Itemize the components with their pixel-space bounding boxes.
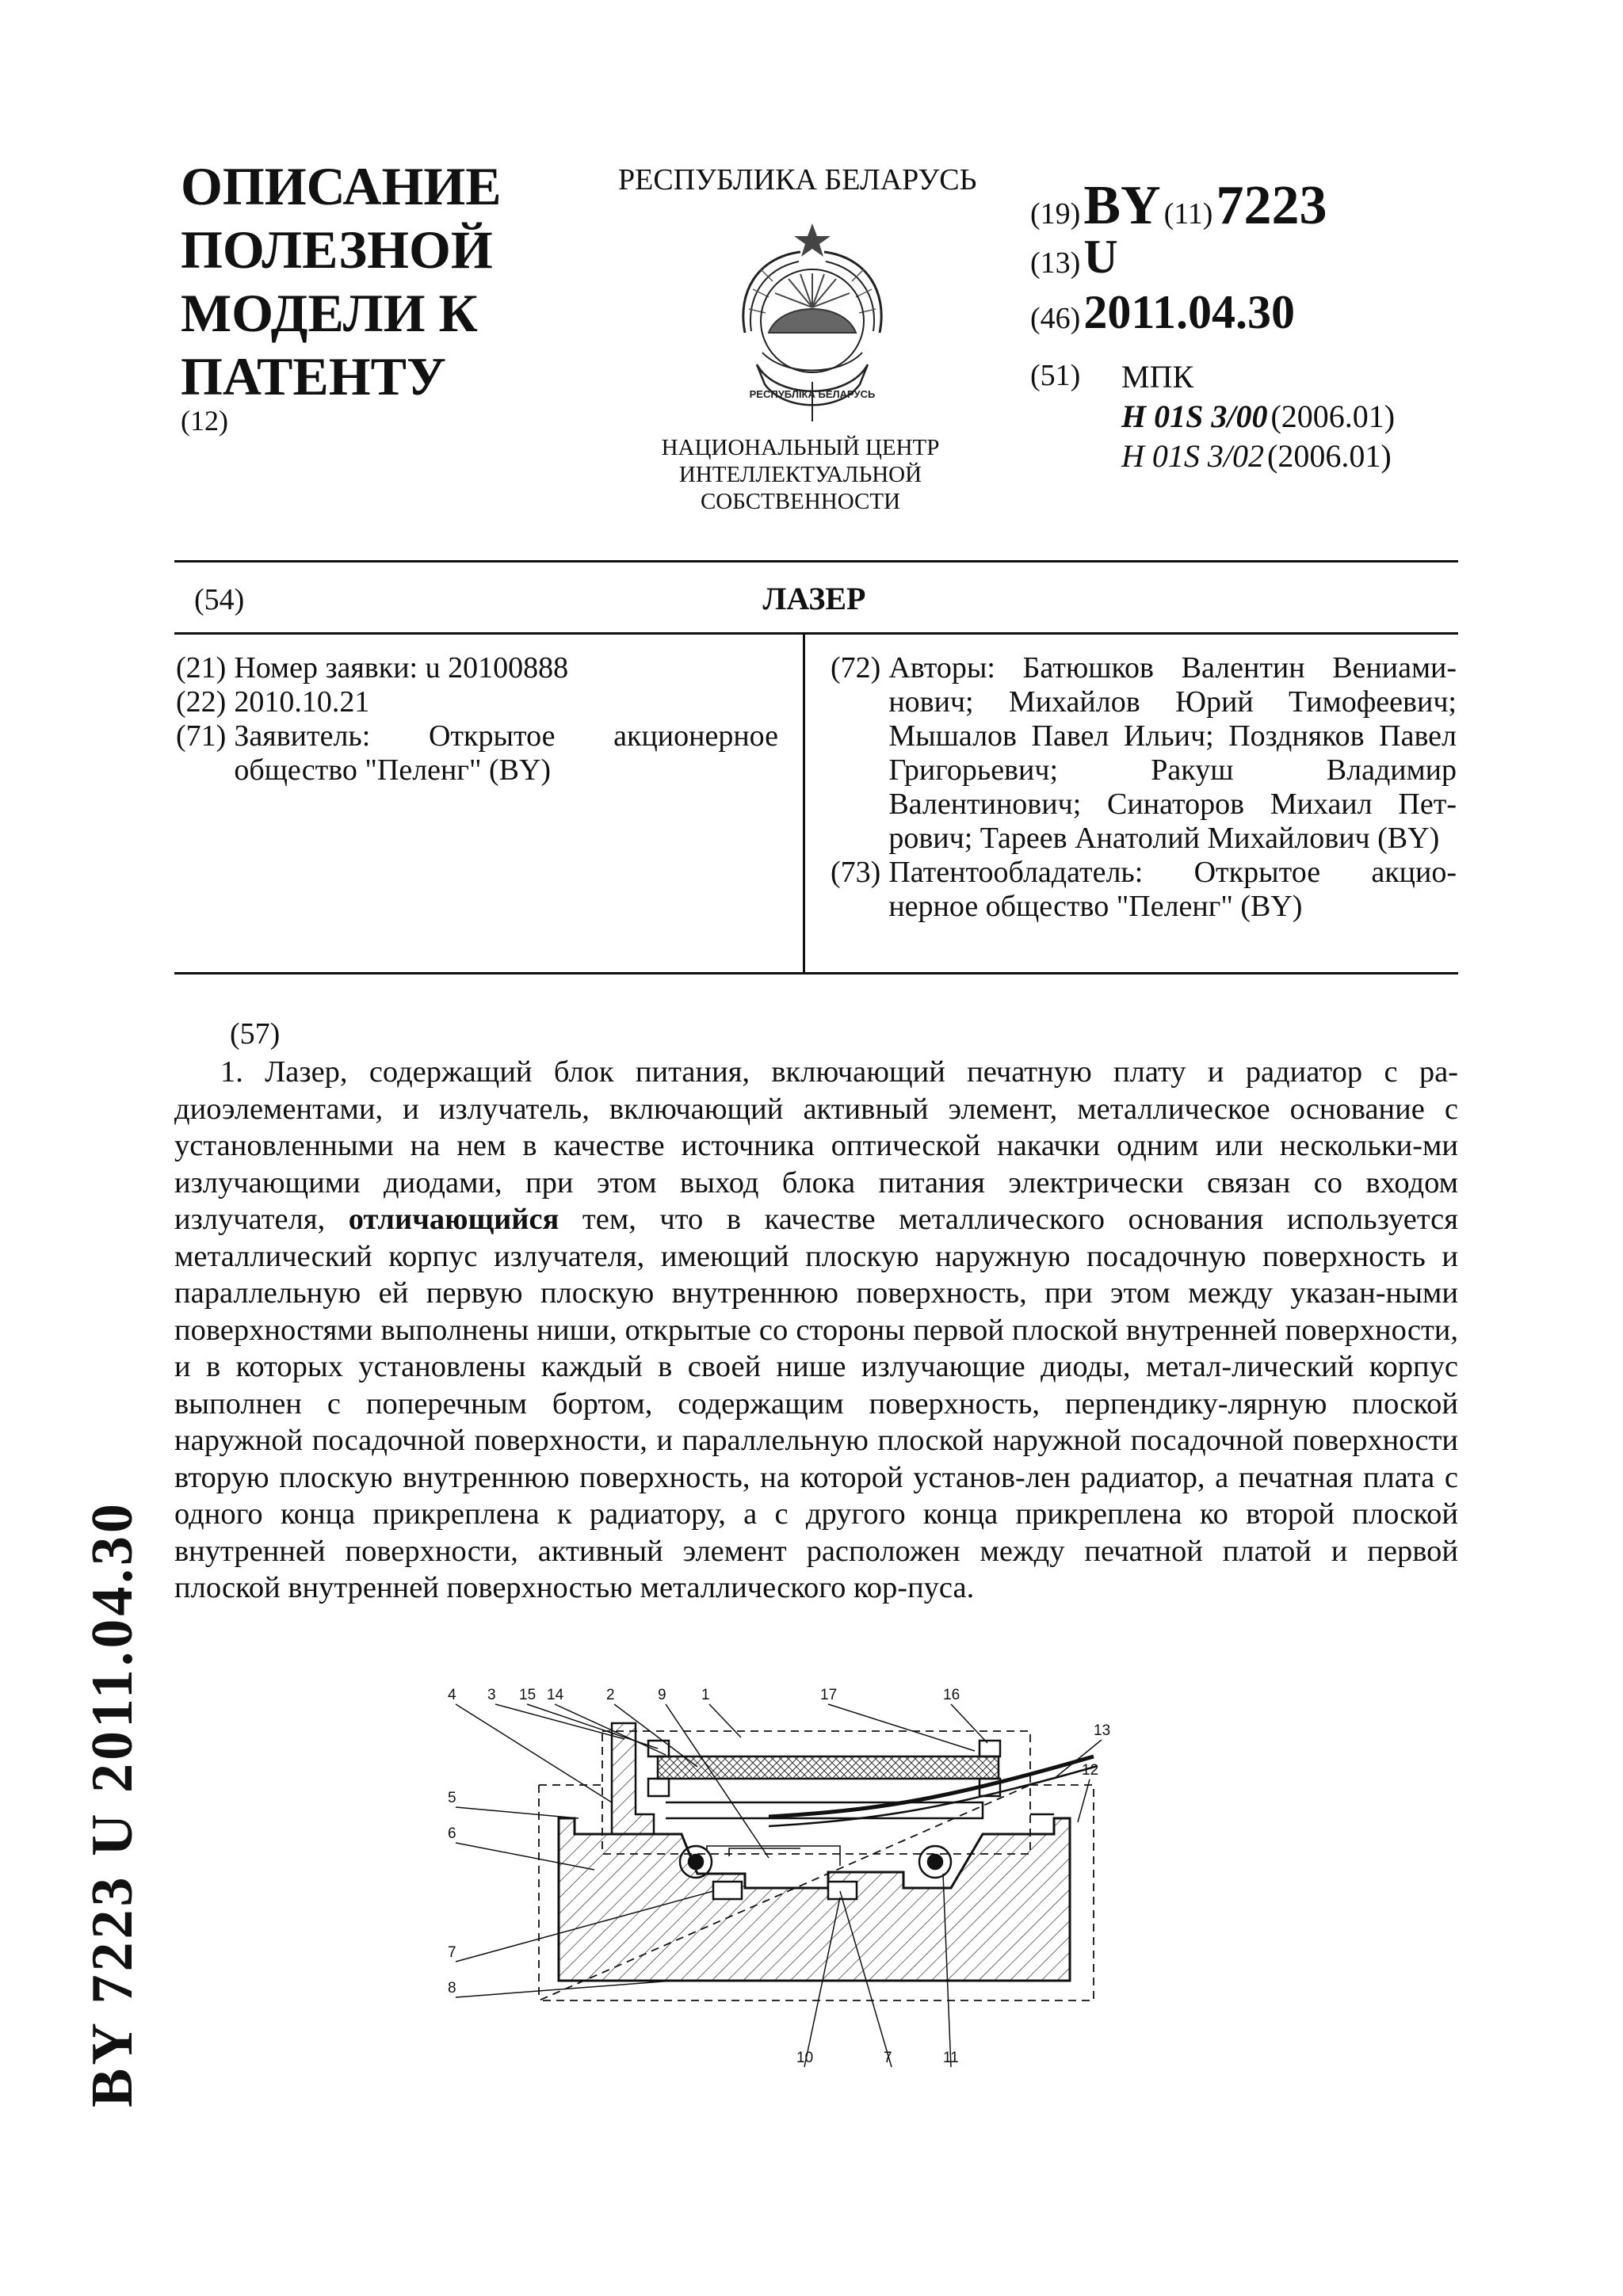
claim-text: тем, что в качестве металлического основания используется металлический корпус излучателя, имеющий плоскую наружную посадочную поверхность и параллельную ей первую плоскую внутреннюю поверхность, при этом между указан-ными поверхностями выполнены ниши, открытые со стороны первой плоской внутренней поверхности, и в которых установлены каждый в своей нише излучающие диоды, метал-лический корпус выполнен с поперечным бортом, содержащим поверхность, перпендику-лярную плоской наружной посадочной поверхности, и параллельную плоской наружной посадочной поверхности вторую плоскую внутреннюю поверхность, на которой установ-лен радиатор, а печатная плата с одного конца прикреплена к радиатору, а с другого конца прикреплена ко второй плоской внутренней поверхности, активный элемент расположен между печатной платой и первой плоской внутренней поверхностью металлического кор-пуса. <box>174 1203 1458 1604</box>
code-19: (19) <box>1030 197 1081 231</box>
figure-callout-label: 2 <box>606 1687 615 1703</box>
figure-leader-line <box>709 1704 741 1737</box>
figure-callout-label: 16 <box>943 1687 960 1703</box>
ipc-label: МПК <box>1121 359 1194 395</box>
claim-text: 1. Лазер, содержащий блок питания, включающий печатную плату и радиатор с ра-диоэлементами, и излучатель, включающий активный элемент, металлическое основание с установленными на нем в качестве источника оптической накачки одним или нескольки-ми излучающими диодами, при этом выход блока питания электрически связан со входом излучателя, <box>174 1055 1458 1236</box>
code-12: (12) <box>181 405 228 437</box>
rule-title-bottom <box>174 632 1458 635</box>
application-number: Номер заявки: u 20100888 <box>234 651 569 685</box>
ipc-class-secondary: H 01S 3/02 <box>1121 438 1264 474</box>
code-57: (57) <box>230 1017 281 1051</box>
republic-name: РЕСПУБЛИКА БЕЛАРУСЬ <box>618 163 977 196</box>
biblio-code: (21) <box>176 651 227 685</box>
patent-number: 7223 <box>1216 175 1327 236</box>
patent-owner: Патентообладатель: Открытое акцио-нерное общество "Пеленг" (BY) <box>888 856 1457 923</box>
code-11: (11) <box>1163 197 1213 231</box>
rule-top <box>174 560 1458 563</box>
figure-callout-label: 14 <box>547 1687 564 1703</box>
figure-callout-label: 8 <box>448 1980 456 1997</box>
claim-1 <box>174 1054 1458 1607</box>
biblio-code: (22) <box>176 685 227 719</box>
figure-callout-label: 11 <box>943 2050 959 2066</box>
rule-biblio-bottom <box>174 972 1458 974</box>
ipc-version: (2006.01) <box>1270 399 1396 434</box>
issuing-center <box>618 434 983 515</box>
figure-callout-label: 12 <box>1082 1762 1099 1779</box>
code-13: (13) <box>1030 246 1081 280</box>
document-type-line: ПОЛЕЗНОЙ <box>181 219 493 280</box>
biblio-item <box>176 685 778 719</box>
inventors: Авторы: Батюшков Валентин Вениами-нович; Михайлов Юрий Тимофеевич; Мышалов Павел Ильич; Поздняков Павел Григорьевич; Ракуш Владимир Валентинович; Синаторов Михаил Пет-рович; Тареев Анатолий Михайлович (BY) <box>888 651 1457 855</box>
figure-callout-label: 13 <box>1094 1722 1111 1739</box>
issuing-center-line: НАЦИОНАЛЬНЫЙ ЦЕНТР <box>661 435 940 460</box>
biblio-code: (72) <box>831 651 881 685</box>
figure-callout-label: 3 <box>487 1687 496 1703</box>
document-type-line: ОПИСАНИЕ <box>181 156 502 216</box>
biblio-code: (73) <box>831 856 881 889</box>
figure-geometry <box>539 1723 1098 2000</box>
figure-leader-line <box>456 1807 579 1818</box>
filing-date: 2010.10.21 <box>234 685 370 719</box>
biblio-item <box>831 651 1457 856</box>
country-code: BY <box>1083 175 1161 236</box>
issuing-center-line: ИНТЕЛЛЕКТУАЛЬНОЙ <box>678 462 922 487</box>
invention-title: ЛАЗЕР <box>762 581 866 616</box>
document-type-title <box>181 154 502 408</box>
kind-code: U <box>1083 231 1118 283</box>
figure-leader-line <box>555 1704 666 1755</box>
state-emblem-icon <box>713 214 911 428</box>
figure-laser-section <box>428 1684 1205 2096</box>
figure-callout-label: 10 <box>796 2050 814 2066</box>
figure-callout-label: 9 <box>658 1687 666 1703</box>
biblio-item <box>176 651 778 685</box>
code-51: (51) <box>1030 359 1081 392</box>
figure-callout-label: 4 <box>448 1687 456 1703</box>
emblem-ribbon-text: РЕСПУБЛІКА БЕЛАРУСЬ <box>749 388 876 400</box>
ipc-class-primary: H 01S 3/00 <box>1121 399 1268 434</box>
document-type-line: МОДЕЛИ К <box>181 283 478 343</box>
authors-and-owner <box>831 651 1457 924</box>
figure-leader-line <box>1078 1779 1090 1822</box>
code-46: (46) <box>1030 302 1081 335</box>
figure-callout-label: 6 <box>448 1825 456 1842</box>
code-54: (54) <box>194 583 245 616</box>
document-type-line: ПАТЕНТУ <box>181 346 446 406</box>
figure-callout-label: 17 <box>820 1687 838 1703</box>
figure-leader-line <box>828 1704 975 1751</box>
spine-publication-number: BY 7223 U 2011.04.30 <box>80 1501 145 2107</box>
ipc-version: (2006.01) <box>1267 438 1392 474</box>
figure-callout-label: 1 <box>701 1687 710 1703</box>
biblio-item <box>176 719 778 788</box>
figure-leader-line <box>456 1981 674 1997</box>
figure-callout-label: 7 <box>884 2050 892 2066</box>
biblio-item <box>831 856 1457 924</box>
figure-leader-line <box>495 1704 624 1739</box>
figure-leader-line <box>951 1704 987 1743</box>
figure-callout-label: 7 <box>448 1944 456 1961</box>
biblio-code: (71) <box>176 719 227 753</box>
publication-date: 2011.04.30 <box>1083 286 1296 338</box>
issuing-center-line: СОБСТВЕННОСТИ <box>700 489 901 514</box>
application-data <box>176 651 778 788</box>
column-divider <box>803 632 805 974</box>
figure-callout-label: 15 <box>519 1687 537 1703</box>
applicant: Заявитель: Открытое акционерное общество "Пеленг" (BY) <box>234 719 778 787</box>
claim-characterising-word: отличающийся <box>348 1203 559 1236</box>
figure-callout-label: 5 <box>448 1790 456 1806</box>
